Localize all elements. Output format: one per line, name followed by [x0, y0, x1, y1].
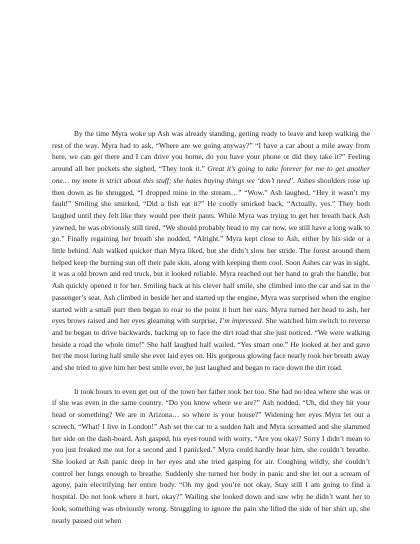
- text-run: It took hours to even get out of the town her father took her too. She had no idea where she was or if she was even in the same country. “Do you know where we are?” Ash nodded, “Uh, did they hit your head or something? We are in Arizona… so where is your house?” Widening her eyes Myra let out a screech, “What! I live in London!” Ash set the car to a sudden halt and Myra screamed and she slammed her side on the dash-board. Ash gasped, his eyes round with worry, “Are you okay? Sorry I didn’t mean to you just freaked me out for a second and I panicked.” Myra could hardly hear him, she couldn’t breathe. She looked at Ash panic deep in her eyes and she tried gasping for air. Coughing wildly, she couldn’t control her lungs enough to breathe. Suddenly she turned her body in panic and she let out a scream of agony, pain electrifying her entire body. “Oh my god you’re not okay, Stay still I am going to find a hospital. Do not look where it hurt, okay?” Wailing she looked down and saw why he didn’t want her to look, something was obviously wrong. Struggling to ignore the pain she lifted the side of her shirt up, she nearly passed out when: [52, 386, 370, 525]
- paragraph-2: [52, 386, 370, 526]
- text-run: Ashes shoulders rose up then down as he shrugged, “I dropped mine in the stream…” “Wow.” Ash laughed, “Hey it wasn’t my fault!” Smiling she smirked, “Did a fish eat it?” He coolly smirked back, “Actually, yes.” They both laughed until they felt like they would pee their pants. While Myra was trying to get her breath back Ash yawned, he was obviously still tired, “We should probably head to my car now, we still have a long walk to go.” Finally regaining her breath she nodded, “Alright.” Myra kept close to Ash, either by his side or a little behind. Ash walked quicker than Myra liked, but she didn’t slow her stride. The forest around them helped keep the burning sun off their pale skin, along with keeping them cool. Soon Ashes car was in sight, it was a old brown and red truck, but it looked reliable. Myra reached out her hand to grab the handle, but Ash quickly opened it for her. Smiling back at his clever half smile, she climbed into the car and sat in the passenger’s seat. Ash climbed in beside her and started up the engine, Myra was surprised when the engine started with a small purr then began to roar to the point it hurt her ears. Myra turned her head to ash, her eyes brows raised and her eyes gleaming with surprise,: [52, 175, 370, 326]
- text-run: By the time Myra woke up Ash was already standing, getting ready to leave and keep walking the rest of the way. Myra had to ask, “Where are we going anyway?” “I have a car about a mile away from here, we can get there and I can drive you home, do you have your phone or did they take it?” Feeling around all her pockets she sighed, “They took it.”: [52, 129, 370, 174]
- document-body: [52, 128, 370, 538]
- text-run: She watched him switch to reverse and he began to drive backwards, backing up to face the dirt road that she just noticed. “We were walking beside a road the whole time!” She half laughed half wailed. “Yes smart one.” He looked at her and gave her the most luring half smile she ever laid eyes on. His gorgeous glowing face nearly took her breath away and she tried to give him her best smile ever, he just laughed and began to race down the dirt road.: [52, 316, 370, 373]
- italic-run: I’m impressed.: [219, 316, 264, 326]
- italic-run: Great it’s going to take forever for me to get another one… my mom is strict about this stuff; she hates buying things we ‘don’t need’.: [52, 164, 371, 185]
- paragraph-1: [52, 128, 370, 374]
